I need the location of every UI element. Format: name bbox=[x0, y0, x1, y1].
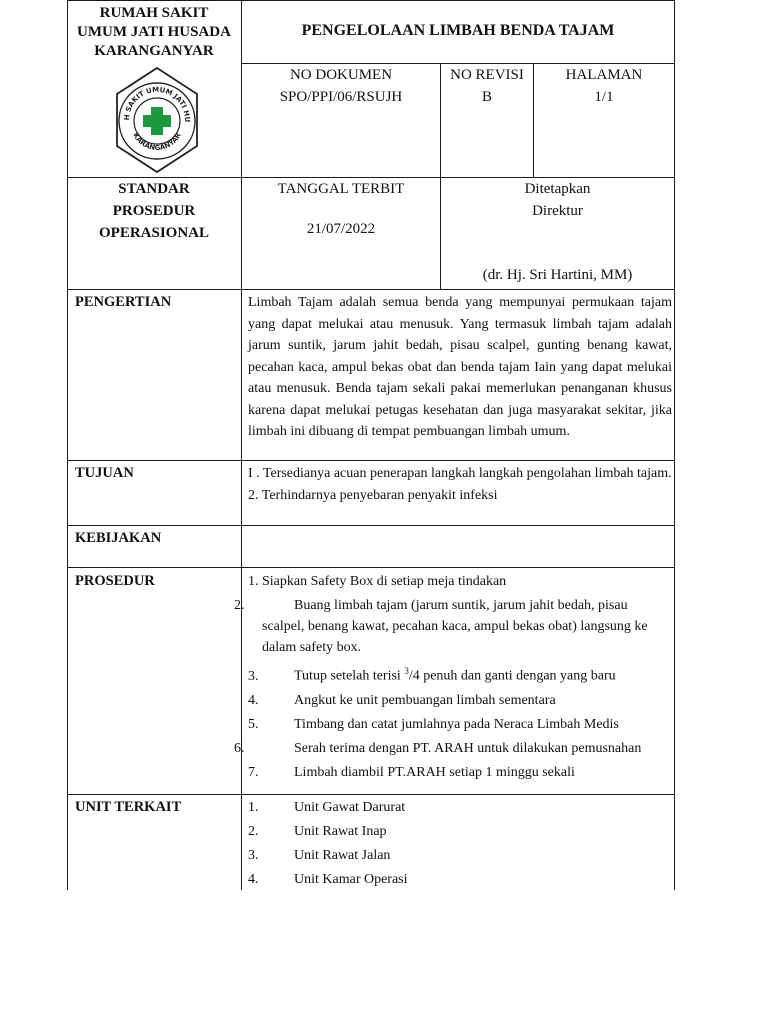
border-top bbox=[67, 0, 675, 1]
sop-document bbox=[67, 0, 675, 890]
prosedur-item bbox=[234, 595, 672, 658]
direktur-label: Direktur bbox=[532, 203, 583, 219]
sop-label-line: OPERASIONAL bbox=[98, 225, 210, 241]
item-number: 7. bbox=[248, 764, 259, 780]
document-title: PENGELOLAAN LIMBAH BENDA TAJAM bbox=[301, 22, 615, 39]
no-dokumen-label: NO DOKUMEN bbox=[289, 67, 393, 83]
prosedur-item bbox=[248, 762, 672, 783]
unit-terkait-label: UNIT TERKAIT bbox=[75, 799, 182, 815]
sop-label bbox=[67, 178, 241, 244]
item-text: Buang limbah tajam (jarum suntik, jarum jahit bedah, pisau scalpel, benang kawat, pecahan kaca, ampul bekas obat) langsung ke dalam safety box. bbox=[262, 598, 648, 655]
prosedur-item bbox=[248, 690, 672, 711]
item-number: 5. bbox=[248, 716, 259, 732]
item-text: Serah terima dengan PT. ARAH untuk dilakukan pemusnahan bbox=[294, 740, 642, 756]
item-text: Unit Gawat Darurat bbox=[294, 800, 406, 815]
ditetapkan-label: Ditetapkan bbox=[524, 181, 591, 197]
unit-item bbox=[248, 821, 672, 842]
row-divider-pengertian bbox=[67, 289, 675, 290]
item-text: Tutup setelah terisi bbox=[294, 668, 405, 684]
item-text: Unit Kamar Operasi bbox=[294, 872, 408, 887]
hospital-name-line: KARANGANYAR bbox=[94, 43, 214, 59]
tujuan-label: TUJUAN bbox=[75, 465, 134, 481]
hospital-name bbox=[67, 4, 241, 61]
item-number: 3. bbox=[248, 668, 259, 684]
prosedur-list bbox=[234, 571, 672, 783]
kebijakan-label: KEBIJAKAN bbox=[75, 530, 162, 546]
item-text: /4 penuh dan ganti dengan yang baru bbox=[408, 668, 616, 684]
prosedur-item bbox=[234, 738, 672, 759]
hospital-logo-icon bbox=[113, 64, 201, 176]
item-text: Angkut ke unit pembuangan limbah sementara bbox=[294, 692, 556, 708]
unit-item bbox=[248, 869, 672, 890]
hospital-name-line: RUMAH SAKIT bbox=[99, 5, 209, 21]
signatory-name: (dr. Hj. Sri Hartini, MM) bbox=[482, 267, 633, 283]
row-divider-kebijakan bbox=[67, 525, 675, 526]
prosedur-item bbox=[248, 714, 672, 735]
prosedur-label: PROSEDUR bbox=[75, 573, 155, 589]
halaman-value: 1/1 bbox=[594, 89, 614, 105]
svg-text:KARANGANYAR: KARANGANYAR bbox=[131, 131, 183, 153]
tanggal-terbit-value: 21/07/2022 bbox=[306, 221, 376, 237]
unit-terkait-list bbox=[248, 797, 672, 890]
tujuan-item: 2. Terhindarnya penyebaran penyakit infeksi bbox=[248, 487, 498, 503]
halaman-label: HALAMAN bbox=[565, 67, 643, 83]
no-dokumen-value: SPO/PPI/06/RSUJH bbox=[279, 89, 403, 105]
tanggal-terbit-label: TANGGAL TERBIT bbox=[277, 181, 405, 197]
no-dokumen bbox=[242, 64, 440, 108]
fraction-superscript: 3 bbox=[404, 666, 409, 676]
unit-item bbox=[248, 845, 672, 866]
halaman bbox=[534, 64, 674, 108]
item-text: Limbah diambil PT.ARAH setiap 1 minggu sekali bbox=[294, 764, 575, 780]
row-divider-prosedur bbox=[67, 567, 675, 568]
no-revisi bbox=[441, 64, 533, 108]
no-revisi-value: B bbox=[481, 89, 492, 105]
tujuan-list bbox=[248, 463, 672, 506]
border-left bbox=[67, 0, 68, 890]
border-right bbox=[674, 0, 675, 890]
hospital-name-line: UMUM JATI HUSADA bbox=[77, 24, 231, 40]
sop-label-line: STANDAR bbox=[118, 181, 190, 197]
unit-item bbox=[248, 797, 672, 818]
item-number: 4. bbox=[248, 872, 259, 887]
tujuan-item: I . Tersedianya acuan penerapan langkah langkah pengolahan limbah tajam. bbox=[248, 466, 672, 481]
prosedur-item: 1. Siapkan Safety Box di setiap meja tindakan bbox=[248, 574, 507, 589]
pengertian-text: Limbah Tajam adalah semua benda yang mempunyai permukaan tajam yang dapat melukai atau menusuk. Yang termasuk limbah tajam adalah jarum suntik, jarum jahit bedah, pisau scalpel, gunting benang kawat, pecahan kaca, ampul bekas obat dan benda tajam Iain yang dapat melukai atau menusuk. Benda tajam sekali pakai memerlukan penanganan khusus karena dapat melukai petugas kesehatan dan juga masyarakat sekitar, jika limbah ini dibuang di tempat pembuangan limbah umum. bbox=[248, 295, 672, 439]
row-divider-unit bbox=[67, 794, 675, 795]
item-text: Unit Rawat Inap bbox=[294, 824, 387, 839]
item-number: 1. bbox=[248, 800, 259, 815]
sop-label-line: PROSEDUR bbox=[112, 203, 196, 219]
item-text: Unit Rawat Jalan bbox=[294, 848, 391, 863]
prosedur-item bbox=[248, 661, 672, 687]
pengertian-label: PENGERTIAN bbox=[75, 294, 172, 310]
item-number: 6. bbox=[234, 740, 245, 756]
item-number: 2. bbox=[248, 824, 259, 839]
item-number: 3. bbox=[248, 848, 259, 863]
item-text: Timbang dan catat jumlahnya pada Neraca Limbah Medis bbox=[294, 716, 619, 732]
svg-text:RUMAH SAKIT UMUM JATI HUSADA: H SAKIT UMUM JATI HU bbox=[122, 85, 192, 123]
row-divider-tujuan bbox=[67, 460, 675, 461]
no-revisi-label: NO REVISI bbox=[450, 67, 524, 83]
item-number: 2. bbox=[234, 598, 245, 613]
item-number: 4. bbox=[248, 692, 259, 708]
